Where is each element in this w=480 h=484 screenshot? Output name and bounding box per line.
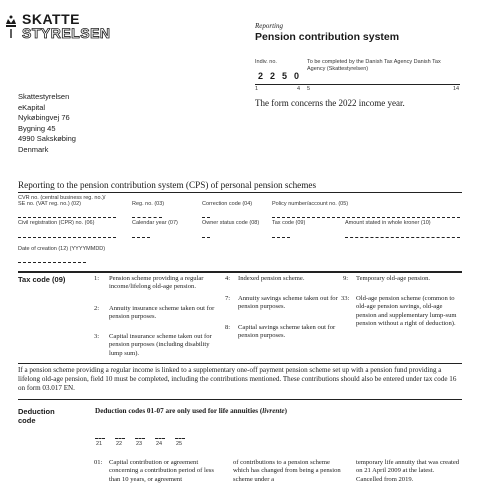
civil-label: Civil registration (CPR) no. (06) — [18, 220, 95, 226]
deduction-col-3: temporary life annuity that was created on 21 April 2009 at the latest. Cancelled from 2019. — [356, 459, 460, 483]
deduction-subheading — [95, 407, 287, 415]
logo-text-top: SKATTE — [22, 11, 80, 27]
deduction-input-23[interactable] — [135, 438, 145, 439]
tax-code-text: Pension scheme providing a regular income/lifelong old-age pension. — [109, 275, 204, 291]
correction-input[interactable] — [202, 217, 210, 218]
address-line: Nykøbingvej 76 — [18, 113, 70, 123]
tax-code-text: Indexed pension scheme. — [238, 275, 305, 282]
address-line: Denmark — [18, 144, 49, 154]
reg-label: Reg. no. (03) — [132, 201, 165, 207]
form-title: Pension contribution system — [255, 31, 400, 43]
deduction-col-2: of contributions to a pension scheme which has changed from being a pension scheme under a — [233, 459, 341, 483]
reg-input[interactable] — [132, 217, 162, 218]
address-line: 4990 Sakskøbing — [18, 134, 76, 144]
cvr-label: CVR no. (central business reg. no.)/ — [18, 195, 106, 201]
address-line: eKapital — [18, 102, 46, 112]
tax-code-rule — [18, 363, 462, 364]
subheading-suffix: ) — [284, 407, 288, 415]
tax-code-text: Old-age pension scheme (common to old-age pension savings, old-age pension and supplementary lump-sum pension without a right of deduction). — [356, 295, 457, 327]
tax-code-num: 1: — [94, 275, 100, 282]
tax-code-heading: Tax code (09) — [18, 275, 66, 284]
tax-code-field-label: Tax code (09) — [272, 220, 306, 226]
section-rule — [18, 192, 462, 193]
indiv-digit-3: 5 — [282, 71, 288, 81]
crown-icon — [4, 14, 18, 40]
subheading-prefix: Deduction codes 01-07 are only used for life annuities ( — [95, 407, 263, 415]
box-number-21: 21 — [96, 441, 103, 447]
tax-code-text: Capital savings scheme taken out for pension purposes. — [238, 324, 336, 340]
income-year-text: The form concerns the 2022 income year. — [255, 98, 405, 108]
calendar-input[interactable] — [132, 237, 150, 238]
box-number-22: 22 — [116, 441, 123, 447]
policy-input[interactable] — [272, 217, 460, 218]
deduction-input-24[interactable] — [155, 438, 165, 439]
tax-code-text: Annuity insurance scheme taken out for pension purposes. — [109, 305, 215, 321]
cvr-input[interactable] — [18, 217, 116, 218]
box-number-23: 23 — [136, 441, 143, 447]
indiv-no-label: Indiv. no. — [255, 59, 277, 65]
date-input[interactable] — [18, 262, 86, 263]
section-title: Reporting to the pension contribution system (CPS) of personal pension schemes — [18, 180, 317, 190]
tax-code-num: 4: — [225, 275, 231, 282]
amount-label: Amount stated in whole kroner (10) — [345, 220, 431, 226]
subheading-italic: livrente — [262, 407, 285, 415]
tax-code-num: 8: — [225, 324, 231, 331]
se-label: SE no. (VAT reg. no.) (02) — [18, 201, 81, 207]
contribution-note: If a pension scheme providing a regular income is linked to a supplementary one-off payment pension scheme set up with a pension fund providing a lifelong old-age pension, field 10 must be completed, including the contributions mentioned. These contributions should also be entered under tax code 16 on form 03.017 EN. — [18, 366, 457, 393]
tax-code-text: Annuity savings scheme taken out for pension purposes. — [238, 295, 338, 311]
deduction-heading-line: code — [18, 416, 36, 425]
tax-code-num: 3: — [94, 333, 100, 340]
calendar-label: Calendar year (07) — [132, 220, 178, 226]
indiv-digit-1: 2 — [258, 71, 264, 81]
deduction-heading — [18, 407, 55, 425]
policy-label: Policy number/account no. (05) — [272, 201, 349, 207]
marker-1: 1 — [255, 86, 259, 92]
deduction-input-21[interactable] — [95, 438, 105, 439]
tax-code-num: 9: — [343, 275, 349, 282]
tax-code-input[interactable] — [272, 237, 290, 238]
marker-5: 5 — [307, 86, 311, 92]
address-line: Skattestyrelsen — [18, 92, 70, 101]
logo-text-bottom: STYRELSEN — [22, 25, 111, 41]
indiv-digit-4: 0 — [294, 71, 300, 81]
tax-code-num: 7: — [225, 295, 231, 302]
box-number-24: 24 — [156, 441, 163, 447]
owner-label: Owner status code (08) — [202, 220, 260, 226]
amount-input[interactable] — [345, 237, 460, 238]
tax-code-num: 2: — [94, 305, 100, 312]
cpr-input[interactable] — [18, 237, 116, 238]
recipient-address — [18, 92, 76, 156]
deduction-input-25[interactable] — [175, 438, 185, 439]
completed-by-note: To be completed by the Danish Tax Agency Danish Tax Agency (Skattestyrelsen) — [307, 59, 441, 72]
deduction-item-num: 01: — [94, 459, 103, 466]
address-line: Bygning 45 — [18, 123, 56, 133]
date-label: Date of creation (12) (YYYYMMDD) — [18, 246, 106, 252]
tax-code-text: Capital insurance scheme taken out for pension purposes (including disability lump sum). — [109, 333, 212, 357]
deduction-input-22[interactable] — [115, 438, 125, 439]
correction-label: Correction code (04) — [202, 201, 253, 207]
reporting-label: Reporting — [255, 22, 283, 30]
marker-14: 14 — [453, 86, 460, 92]
indiv-underline — [255, 84, 460, 85]
tax-code-text: Temporary old-age pension. — [356, 275, 431, 282]
marker-4: 4 — [297, 86, 301, 92]
deduction-col-1: Capital contribution or agreement concerning a contribution period of less than 10 years, or agreement — [109, 459, 214, 483]
paragraph-rule — [18, 399, 462, 400]
deduction-heading-line: Deduction — [18, 407, 55, 416]
box-number-25: 25 — [176, 441, 183, 447]
fields-rule — [18, 271, 462, 273]
owner-input[interactable] — [202, 237, 210, 238]
tax-code-num: 33: — [341, 295, 350, 302]
indiv-digit-2: 2 — [270, 71, 276, 81]
